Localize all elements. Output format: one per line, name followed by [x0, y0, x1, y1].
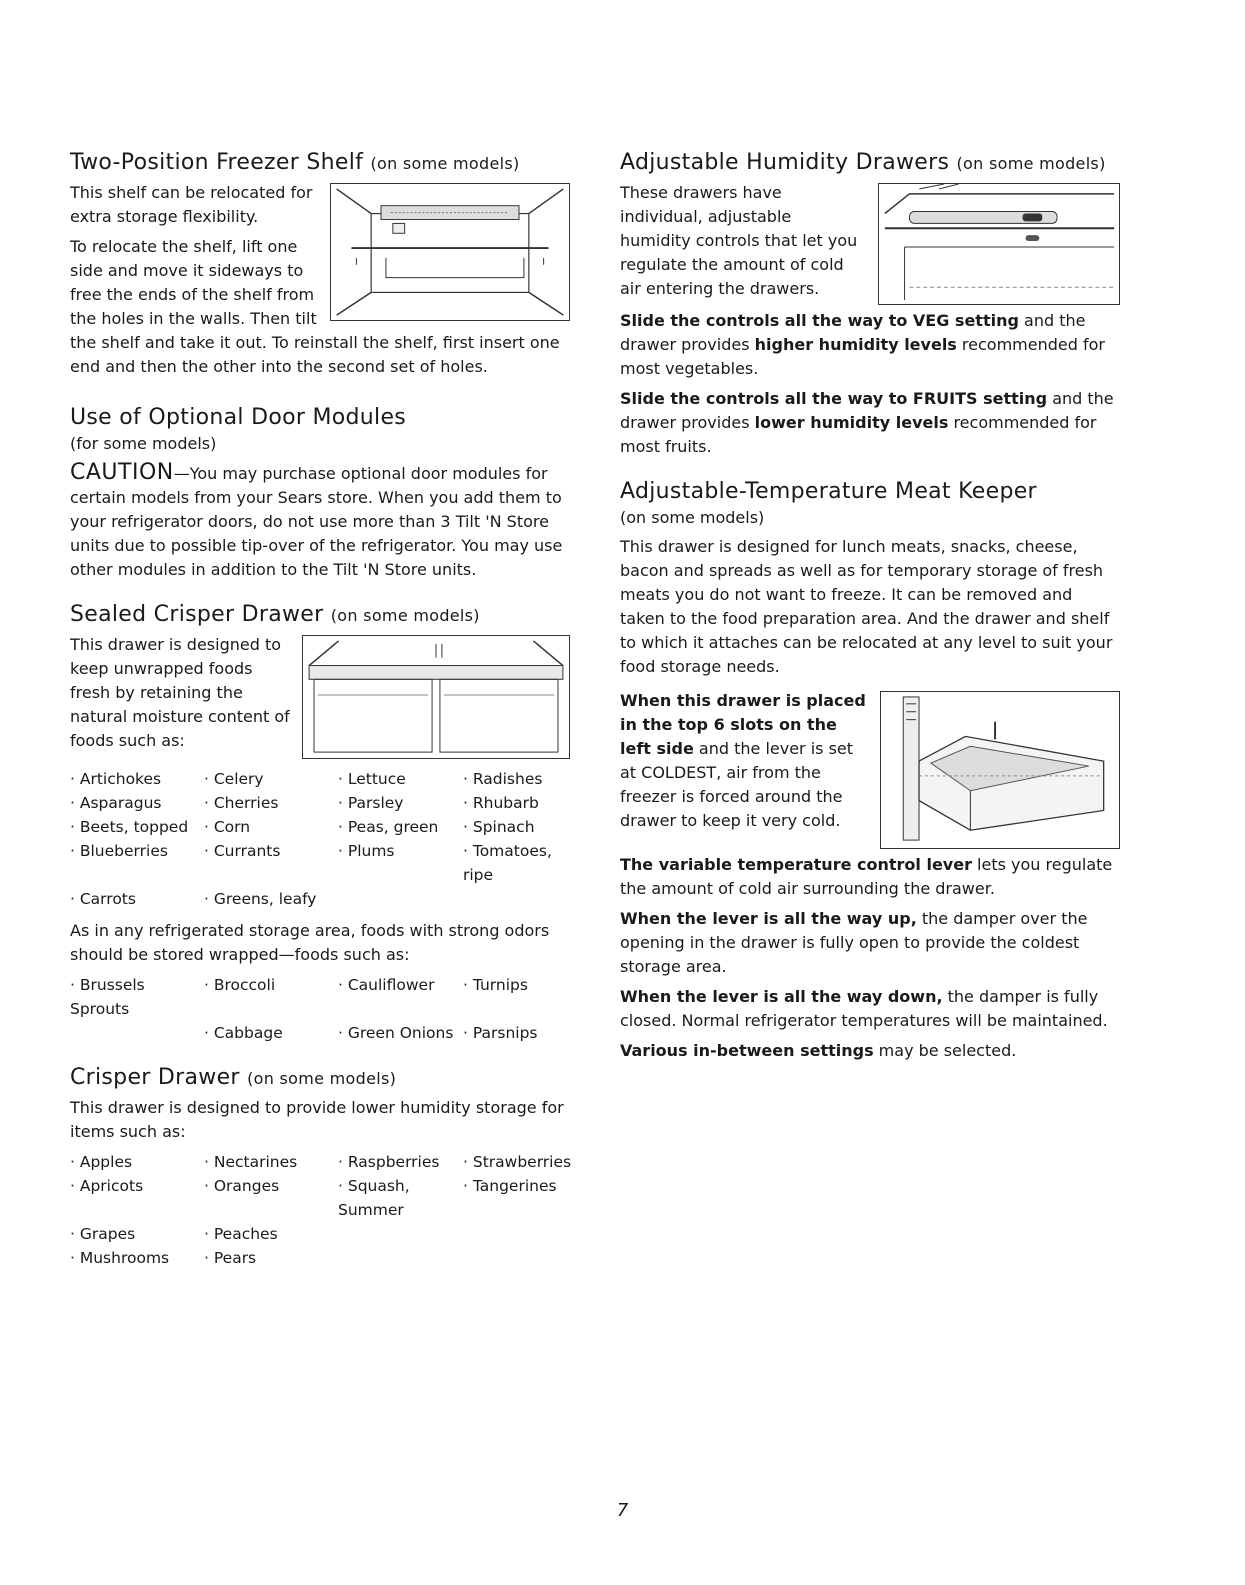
- strong-odor-foods-list: [70, 973, 570, 1045]
- veg-setting-para: [620, 309, 1120, 381]
- list-item: · Celery: [204, 767, 338, 791]
- list-item: · Spinach: [463, 815, 573, 839]
- list-item: · Greens, leafy: [204, 887, 338, 911]
- list-item: · Raspberries: [338, 1150, 463, 1174]
- fruits-setting-text-a: and the drawer provides: [620, 389, 1114, 432]
- fruits-setting-para: [620, 387, 1120, 459]
- freezer-shelf-drawing: [331, 184, 569, 320]
- page-number: 7: [616, 1500, 629, 1521]
- crisper-para-1: This drawer is designed to provide lower humidity storage for items such as:: [70, 1098, 564, 1141]
- meat-keeper-para-6: [620, 1039, 1120, 1063]
- humidity-drawers-title-text: Adjustable Humidity Drawers: [620, 150, 950, 175]
- humidity-drawers-para-1: These drawers have individual, adjustable humidity controls that let you regulate the amount of cold air entering the drawers.: [620, 183, 858, 298]
- humidity-drawers-title: [620, 150, 1120, 175]
- crisper-foods-list: [70, 1150, 570, 1270]
- list-item: · Cabbage: [204, 1021, 338, 1045]
- meat-keeper-para-6-rest: may be selected.: [873, 1041, 1017, 1060]
- freezer-shelf-title-sub: (on some models): [370, 154, 520, 173]
- list-item: · Plums: [338, 839, 463, 887]
- meat-keeper-section: [620, 479, 1120, 1063]
- list-item: · Blueberries: [70, 839, 204, 887]
- sealed-crisper-title: [70, 602, 570, 627]
- meat-keeper-para-3-rest: lets you regulate the amount of cold air surrounding the drawer.: [620, 855, 1113, 898]
- humidity-drawers-section: [620, 150, 1120, 459]
- crisper-section: [70, 1065, 570, 1270]
- crisper-title: [70, 1065, 570, 1090]
- list-item: · Tangerines: [463, 1174, 573, 1222]
- meat-keeper-subtitle: (on some models): [620, 508, 765, 527]
- meat-keeper-para-2-bold: When this drawer is placed in the top 6 slots on the left side: [620, 691, 866, 758]
- meat-keeper-para-2-rest: and the lever is set at COLDEST, air from the freezer is forced around the drawer to keep it very cold.: [620, 739, 854, 830]
- humidity-drawers-title-sub: (on some models): [956, 154, 1106, 173]
- list-item: · Asparagus: [70, 791, 204, 815]
- fruits-setting-bold: Slide the controls all the way to FRUITS setting: [620, 389, 1048, 408]
- list-item: · Squash, Summer: [338, 1174, 463, 1222]
- meat-keeper-para-3-bold: The variable temperature control lever: [620, 855, 972, 874]
- crisper-title-text: Crisper Drawer: [70, 1065, 240, 1090]
- sealed-crisper-drawing: [303, 636, 569, 758]
- meat-keeper-para-5-rest: the damper is fully closed. Normal refrigerator temperatures will be maintained.: [620, 987, 1108, 1030]
- list-item: · Cherries: [204, 791, 338, 815]
- list-item: · Mushrooms: [70, 1246, 204, 1270]
- meat-keeper-para-4: [620, 907, 1120, 979]
- list-item: · Pears: [204, 1246, 338, 1270]
- meat-keeper-para-4-rest: the damper over the opening in the drawer is fully open to provide the coldest storage area.: [620, 909, 1088, 976]
- veg-setting-bold-2: higher humidity levels: [754, 335, 957, 354]
- list-item: · Beets, topped: [70, 815, 204, 839]
- freezer-shelf-para-1: This shelf can be relocated for extra storage flexibility.: [70, 183, 313, 226]
- caution-text: —You may purchase optional door modules for certain models from your Sears store. When you add them to your refrigerator doors, do not use more than 3 Tilt 'N Store units due to possible tip-over of the refrigerator. You may use other modules in addition to the Tilt 'N Store units.: [70, 464, 563, 579]
- list-item: · Peas, green: [338, 815, 463, 839]
- sealed-crisper-title-text: Sealed Crisper Drawer: [70, 602, 324, 627]
- list-item: · Artichokes: [70, 767, 204, 791]
- fruits-setting-bold-2: lower humidity levels: [754, 413, 949, 432]
- meat-keeper-para-6-bold: Various in-between settings: [620, 1041, 874, 1060]
- freezer-shelf-para-2: To relocate the shelf, lift one side and move it sideways to free the ends of the shelf from the holes in the walls. Then tilt the shelf and take it out. To reinstall the shelf, first insert one end and then the other into the second set of holes.: [70, 237, 560, 376]
- meat-keeper-title: Adjustable-Temperature Meat Keeper: [620, 479, 1037, 504]
- veg-setting-text-b: recommended for most vegetables.: [620, 335, 1105, 378]
- meat-keeper-para-5: [620, 985, 1120, 1033]
- right-column: [620, 150, 1120, 1069]
- list-item: · Peaches: [204, 1222, 338, 1246]
- caution-word: CAUTION: [70, 460, 174, 485]
- door-modules-section: [70, 405, 570, 582]
- freezer-shelf-title: [70, 150, 570, 175]
- list-item: · Nectarines: [204, 1150, 338, 1174]
- list-item: · Grapes: [70, 1222, 204, 1246]
- humidity-drawer-drawing: [879, 184, 1119, 304]
- list-item: · Tomatoes, ripe: [463, 839, 573, 887]
- freezer-shelf-title-text: Two-Position Freezer Shelf: [70, 150, 364, 175]
- left-column: [70, 150, 570, 1278]
- meat-keeper-para-4-bold: When the lever is all the way up,: [620, 909, 917, 928]
- list-item: · Broccoli: [204, 973, 338, 1021]
- list-item: · Parsley: [338, 791, 463, 815]
- sealed-crisper-para-1: This drawer is designed to keep unwrapped foods fresh by retaining the natural moisture content of foods such as:: [70, 635, 290, 750]
- list-item: · Carrots: [70, 887, 204, 911]
- list-item: · Brussels Sprouts: [70, 973, 204, 1021]
- list-item: · Oranges: [204, 1174, 338, 1222]
- list-item: · Radishes: [463, 767, 573, 791]
- list-item: · Currants: [204, 839, 338, 887]
- list-item: · Turnips: [463, 973, 573, 1021]
- list-item: · Strawberries: [463, 1150, 573, 1174]
- list-item: · Rhubarb: [463, 791, 573, 815]
- veg-setting-bold: Slide the controls all the way to VEG setting: [620, 311, 1019, 330]
- meat-keeper-illustration: [880, 691, 1120, 849]
- door-modules-subtitle: (for some models): [70, 434, 217, 453]
- veg-setting-text-a: and the drawer provides: [620, 311, 1086, 354]
- list-item: · Apples: [70, 1150, 204, 1174]
- list-item: · Apricots: [70, 1174, 204, 1222]
- meat-keeper-drawing: [881, 692, 1119, 848]
- list-item: · Cauliflower: [338, 973, 463, 1021]
- sealed-crisper-para-2: As in any refrigerated storage area, foods with strong odors should be stored wrapped—foods such as:: [70, 921, 550, 964]
- meat-keeper-para-1: This drawer is designed for lunch meats, snacks, cheese, bacon and spreads as well as for temporary storage of fresh meats you do not want to freeze. It can be removed and taken to the food preparation area. And the drawer and shelf to which it attaches can be relocated at any level to suit your food storage needs.: [620, 537, 1113, 676]
- freezer-shelf-illustration: [330, 183, 570, 321]
- list-item: · Parsnips: [463, 1021, 573, 1045]
- list-item: · Green Onions: [338, 1021, 463, 1045]
- list-item: · Lettuce: [338, 767, 463, 791]
- meat-keeper-para-5-bold: When the lever is all the way down,: [620, 987, 943, 1006]
- crisper-title-sub: (on some models): [247, 1069, 397, 1088]
- fruits-setting-text-b: recommended for most fruits.: [620, 413, 1097, 456]
- caution-notice: [70, 461, 570, 582]
- list-item: · Corn: [204, 815, 338, 839]
- sealed-crisper-foods-list: [70, 767, 570, 911]
- meat-keeper-para-3: [620, 853, 1120, 901]
- humidity-drawer-illustration: [878, 183, 1120, 305]
- sealed-crisper-title-sub: (on some models): [330, 606, 480, 625]
- sealed-crisper-illustration: [302, 635, 570, 759]
- freezer-shelf-section: [70, 150, 570, 385]
- sealed-crisper-section: [70, 602, 570, 1045]
- door-modules-title: Use of Optional Door Modules: [70, 405, 407, 430]
